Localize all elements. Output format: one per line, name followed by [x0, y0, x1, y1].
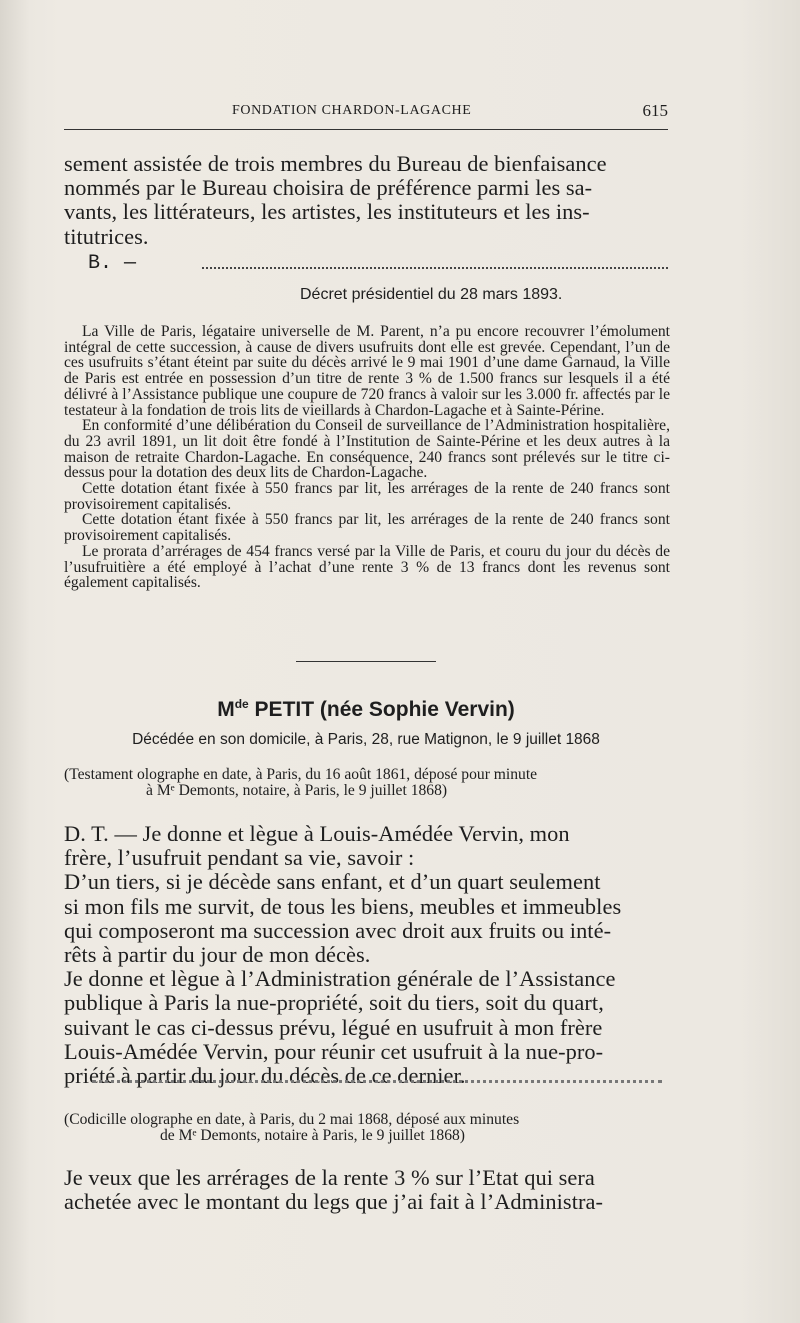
title-prefix: M [217, 698, 235, 721]
will-text [64, 822, 672, 1088]
text-line: Je donne et lègue à l’Administration générale de l’Assistance [64, 966, 616, 992]
text-line: sement assistée de trois membres du Bureau de bienfaisance [64, 151, 607, 176]
dotted-line-label: B. — [88, 252, 137, 275]
intro-paragraph [64, 152, 672, 249]
note-paragraph: La Ville de Paris, légataire universelle de M. Parent, n’a pu encore recouvrer l’émolument intégral de cette succession, à cause de divers usufruits dont elle est grevée. Cependant, l’un de ces usufruits s’étant éteint par suite du décès arrivé le 9 mai 1901 d’une dame Garnaud, la Ville de Paris est entrée en possession d’un titre de rente 3 % de 1.500 francs sur lesquels il a été délivré à l’Assistance publique une coupure de 720 francs à valoir sur les 3.000 fr. affectés par le testateur à la fondation de trois lits de vieillards à Chardon-Lagache et à Sainte-Périne. [64, 323, 670, 419]
text-line: Louis-Amédée Vervin, pour réunir cet usufruit à la nue-pro- [64, 1038, 604, 1064]
omission-dots [92, 1080, 662, 1083]
text-line: D’un tiers, si je décède sans enfant, et d’un quart seulement [64, 869, 601, 895]
text-line: vants, les littérateurs, les artistes, les instituteurs et les ins- [64, 199, 590, 225]
note-line: (Testament olographe en date, à Paris, du 16 août 1861, déposé pour minute [64, 766, 538, 783]
note-line: de Mᵉ Demonts, notaire à Paris, le 9 juillet 1868) [160, 1126, 465, 1144]
text-line: D. T. — Je donne et lègue à Louis-Amédée Vervin, mon [64, 821, 570, 846]
note-paragraph: Cette dotation étant fixée à 550 francs par lit, les arrérages de la rente de 240 francs sont provisoirement capitalisés. [64, 480, 670, 513]
codicil-note [64, 1112, 670, 1143]
text-line: qui composeront ma succession avec droit aux fruits ou inté- [64, 917, 612, 943]
dotted-placeholder-line [64, 252, 668, 276]
note-paragraph: Le prorata d’arrérages de 454 francs versé par la Ville de Paris, et couru du jour du décès de l’usufruitière a été employé à l’achat d’une rente 3 % de 13 francs dont les revenus sont également capitalisés. [64, 542, 670, 592]
deceased-line: Décédée en son domicile, à Paris, 28, rue Matignon, le 9 juillet 1868 [132, 731, 600, 748]
dotted-leader [202, 267, 668, 269]
text-line: titutrices. [64, 223, 149, 249]
section-title [64, 697, 668, 722]
section-divider [296, 661, 436, 662]
running-title: FONDATION CHARDON-LAGACHE [232, 103, 472, 118]
text-line: rêts à partir du jour de mon décès. [64, 942, 371, 968]
note-line: (Codicille olographe en date, à Paris, du 2 mai 1868, déposé aux minutes [64, 1111, 520, 1128]
text-line: frère, l’usufruit pendant sa vie, savoir : [64, 845, 415, 871]
note-line: à Mᵉ Demonts, notaire, à Paris, le 9 juillet 1868) [146, 781, 448, 799]
text-line: priété à partir du jour du décès de ce dernier. [64, 1063, 466, 1089]
page-header [232, 103, 668, 127]
title-superscript: de [234, 697, 249, 711]
final-text [64, 1166, 672, 1214]
title-name: PETIT (née Sophie Vervin) [248, 698, 515, 721]
text-line: nommés par le Bureau choisira de préférence parmi les sa- [64, 175, 593, 201]
text-line: si mon fils me survit, de tous les biens, meubles et immeubles [64, 893, 622, 919]
text-line: publique à Paris la nue-propriété, soit du tiers, soit du quart, [64, 990, 604, 1016]
text-line: achetée avec le montant du legs que j’ai fait à l’Administra- [64, 1189, 603, 1215]
text-line: suivant le cas ci-dessus prévu, légué en usufruit à mon frère [64, 1014, 603, 1040]
page-number: 615 [642, 101, 668, 120]
text-line: Je veux que les arrérages de la rente 3 % sur l’Etat qui sera [64, 1165, 595, 1190]
decree-line: Décret présidentiel du 28 mars 1893. [300, 286, 563, 303]
note-paragraph: En conformité d’une délibération du Conseil de surveillance de l’Administration hospitalière, du 23 avril 1891, un lit doit être fondé à l’Institution de Sainte-Périne et les deux autres à la maison de retraite Chardon-Lagache. En conséquence, 240 francs sont prélevés sur le titre ci-dessus pour la dotation des deux lits de Chardon-Lagache. [64, 417, 670, 482]
notes-block [64, 324, 670, 591]
note-paragraph: Cette dotation étant fixée à 550 francs par lit, les arrérages de la rente de 240 francs sont provisoirement capitalisés. [64, 511, 670, 545]
testament-note [64, 767, 670, 798]
header-rule [64, 129, 668, 130]
